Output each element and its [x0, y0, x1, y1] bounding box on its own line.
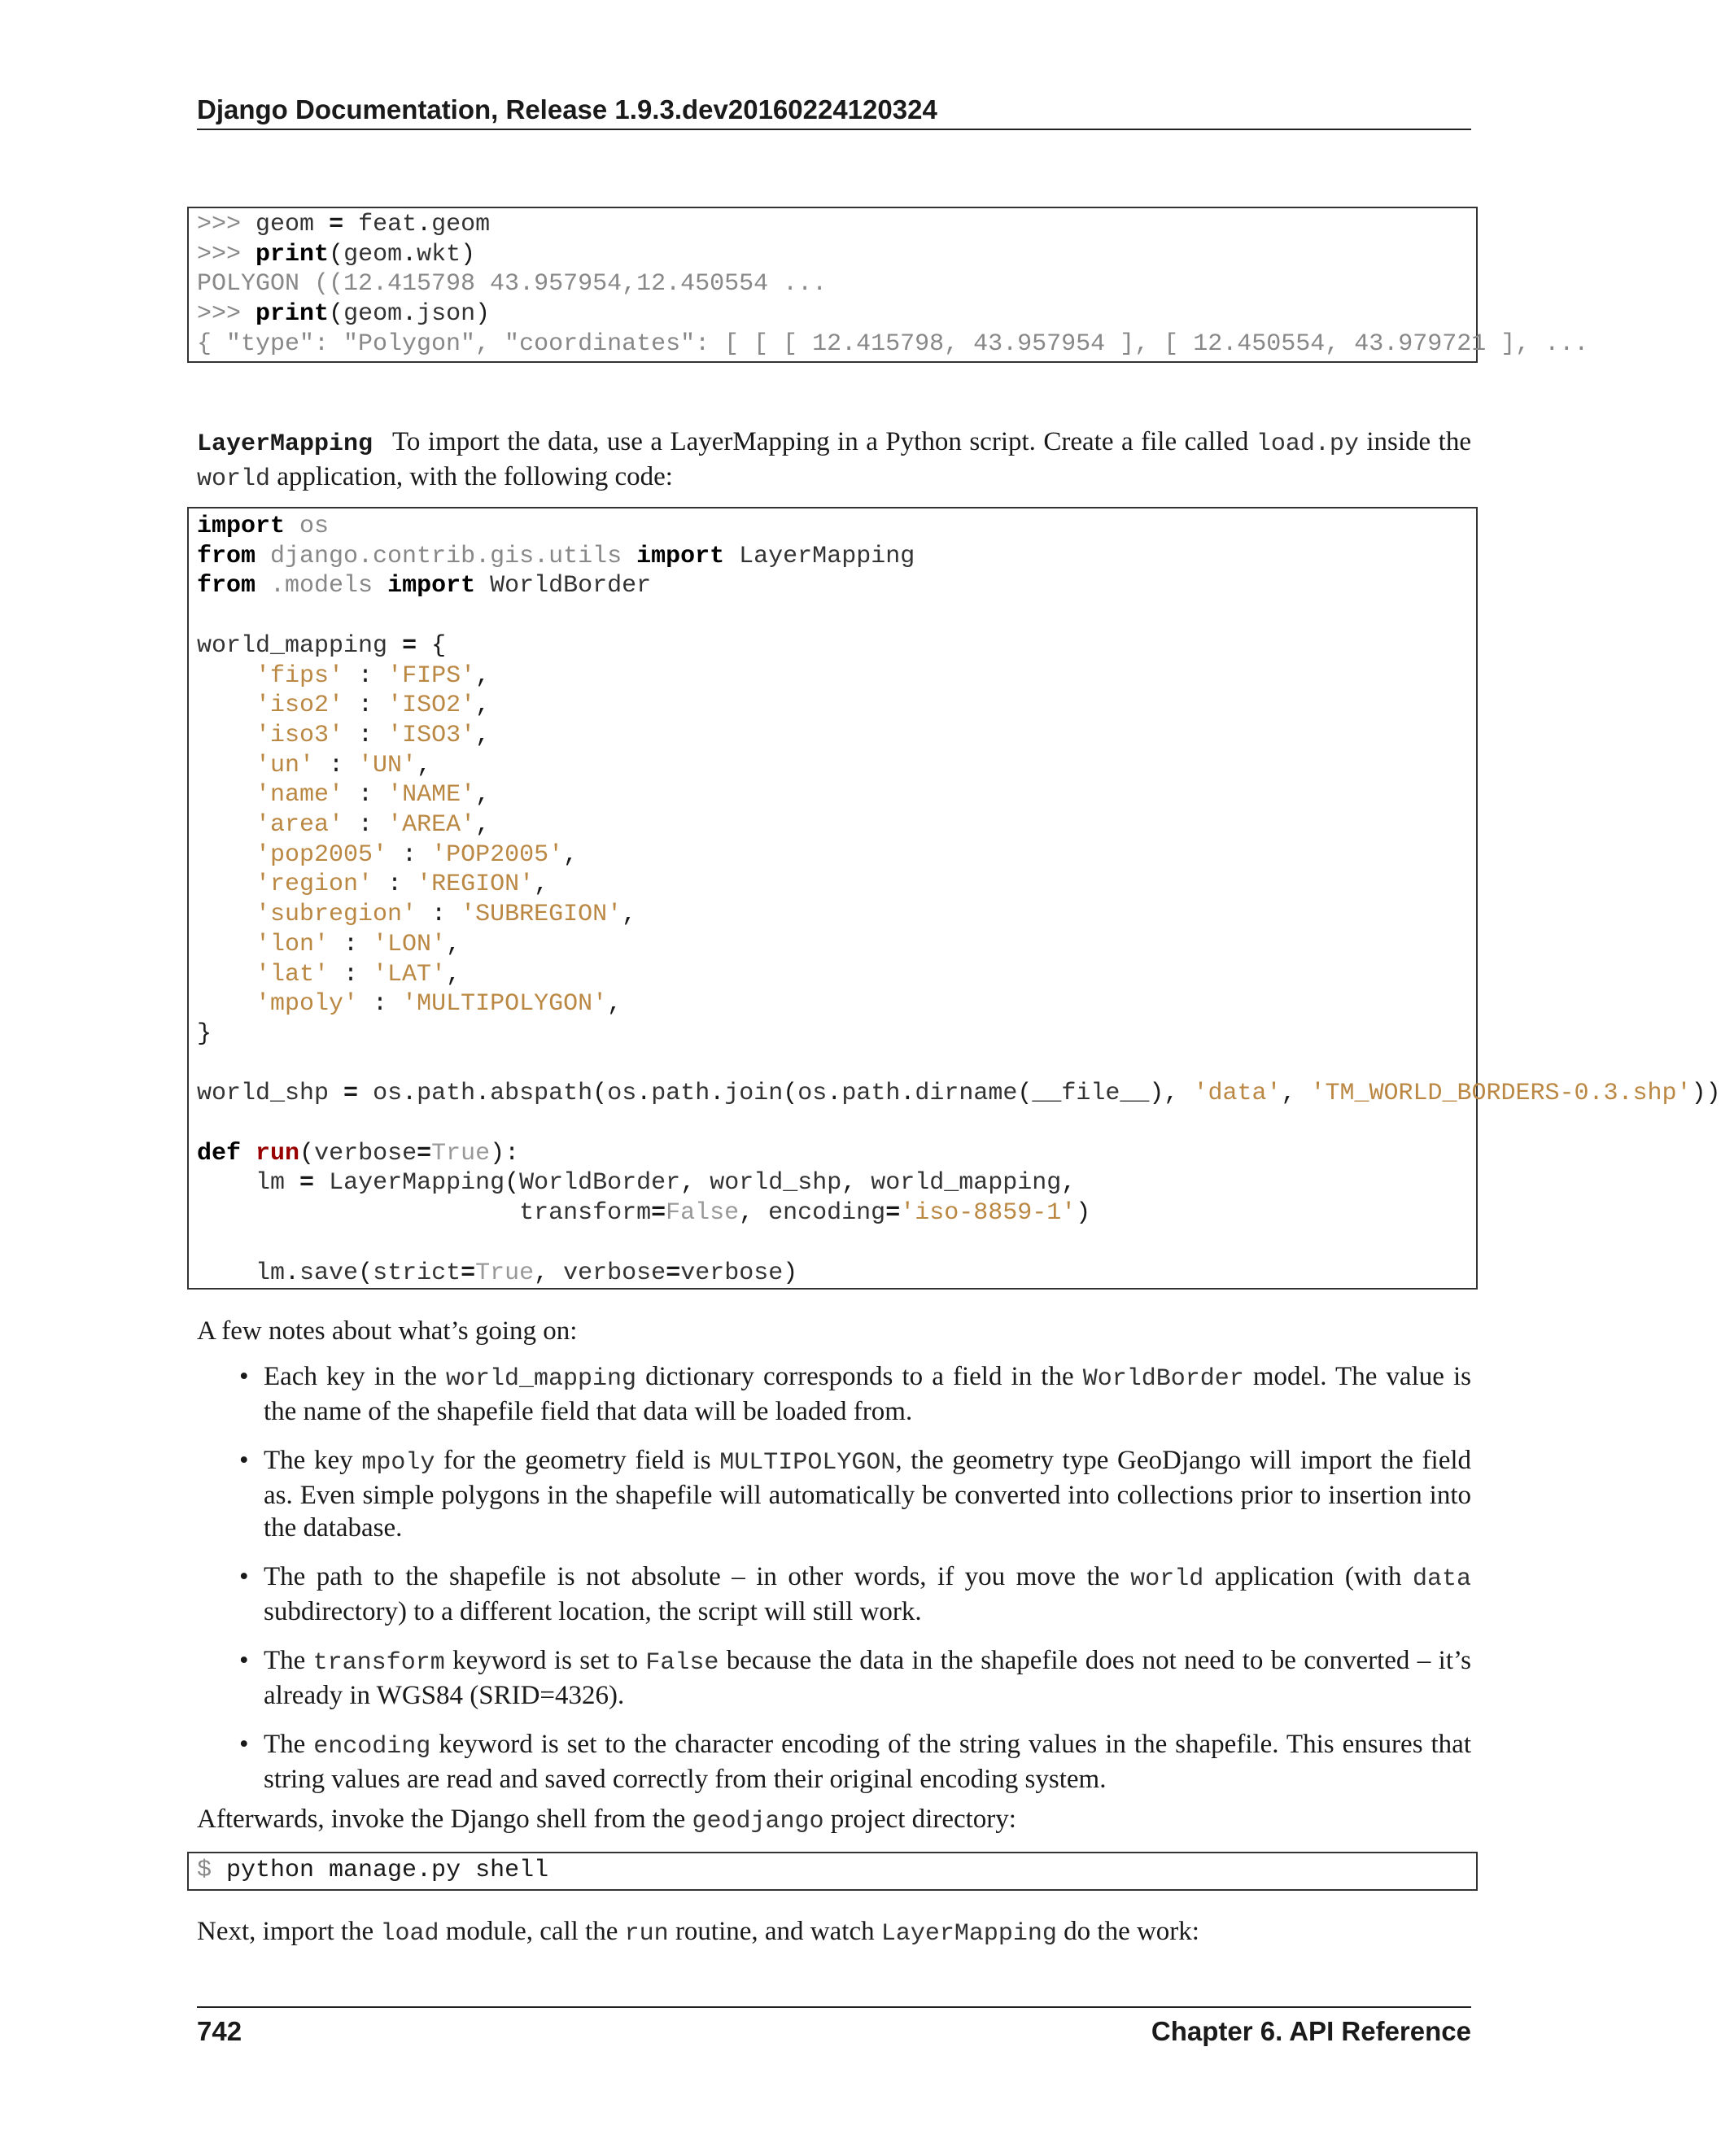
text: application (with [1203, 1562, 1413, 1591]
bullet-icon: • [239, 1446, 249, 1475]
inline-code: MULTIPOLYGON [719, 1449, 896, 1477]
code-line: $ python manage.py shell [197, 1857, 549, 1884]
list-item [197, 1560, 1471, 1628]
code-line: 'un' : 'UN', [256, 751, 432, 779]
code-line: 'iso3' : 'ISO3', [256, 721, 491, 749]
list-item [197, 1360, 1471, 1428]
inline-code: run [624, 1920, 669, 1948]
code-line: 'area' : 'AREA', [256, 811, 491, 840]
code-line: lm.save(strict=True, verbose=verbose) [256, 1259, 798, 1287]
code-line: import os [197, 513, 330, 540]
code-line: world_shp = os.path.abspath(os.path.join(os.path.dirname(__file__), 'data', 'TM_WORLD_BORDERS-0.3.shp')) [197, 1080, 1721, 1108]
text: , the geometry type GeoDjango will import the field as. Even simple polygons in the shapefile will automatically be converted into collections prior to insertion into the database. [264, 1446, 1472, 1543]
code-line: 'region' : 'REGION', [256, 871, 549, 899]
inline-code: encoding [313, 1733, 431, 1761]
text: The key [264, 1446, 362, 1475]
text: for the geometry field is [435, 1446, 720, 1475]
code-block-load-py [187, 507, 1721, 1290]
text: The [264, 1646, 313, 1675]
code-line: 'name' : 'NAME', [256, 781, 491, 810]
list-item [197, 1444, 1471, 1544]
definition-term: LayerMapping [197, 430, 373, 458]
code-block-geom [187, 207, 1589, 363]
code-line: { "type": "Polygon", "coordinates": [ [ [ 12.415798, 43.957954 ], [ 12.450554, 43.979721 ], ... [197, 330, 1589, 358]
text: application, with the following code: [270, 462, 673, 491]
inline-code: world [197, 465, 271, 493]
code-line: from django.contrib.gis.utils import LayerMapping [197, 542, 915, 570]
text: subdirectory) to a different location, the script will still work. [264, 1597, 922, 1626]
text: model. The value is the name of the shapefile field that data will be loaded from. [264, 1362, 1471, 1426]
text: dictionary corresponds to a field in the [636, 1362, 1083, 1391]
inline-code: data [1412, 1565, 1471, 1593]
code-line: POLYGON ((12.415798 43.957954,12.450554 ... [197, 270, 828, 299]
inline-code: mpoly [361, 1449, 435, 1477]
layermapping-paragraph [197, 426, 1471, 495]
inline-code: WorldBorder [1082, 1365, 1244, 1393]
code-line: 'lat' : 'LAT', [256, 960, 461, 989]
bullet-icon: • [239, 1362, 249, 1391]
text: because the data in the shapefile does not need to be converted – it’s already in WGS84 (SRID=4326). [264, 1646, 1471, 1710]
afterwards-paragraph [197, 1803, 1471, 1838]
inline-code: world_mapping [445, 1365, 636, 1393]
text: do the work: [1056, 1917, 1199, 1946]
code-line: 'fips' : 'FIPS', [256, 661, 491, 690]
code-line: 'mpoly' : 'MULTIPOLYGON', [256, 990, 622, 1019]
inline-code: load.py [1256, 430, 1359, 458]
text: inside the [1358, 427, 1471, 456]
bullet-icon: • [239, 1562, 249, 1591]
text: Each key in the [264, 1362, 446, 1391]
page-header [197, 91, 1471, 130]
inline-code: LayerMapping [880, 1920, 1057, 1948]
code-line: >>> geom = feat.geom [197, 211, 491, 238]
code-line: def run(verbose=True): [197, 1139, 520, 1167]
code-line: world_mapping = { [197, 631, 447, 660]
header-title: Django Documentation, Release 1.9.3.dev20160224120324 [197, 94, 937, 124]
bullet-icon: • [239, 1646, 249, 1675]
text: keyword is set to the character encoding of the string values in the shapefile. This ensures that string values are read and saved correctly from their original encoding system. [264, 1730, 1471, 1794]
list-item [197, 1644, 1471, 1712]
text: To import the data, use a LayerMapping in a Python script. Create a file called [392, 427, 1256, 456]
code-line: 'lon' : 'LON', [256, 930, 461, 958]
inline-code: transform [312, 1649, 445, 1677]
list-item [197, 1728, 1471, 1796]
code-line: 'pop2005' : 'POP2005', [256, 840, 579, 869]
code-line: } [197, 1019, 212, 1048]
code-line: transform=False, encoding='iso-8859-1') [519, 1199, 1091, 1228]
code-line: lm = LayerMapping(WorldBorder, world_shp, world_mapping, [256, 1169, 1077, 1198]
code-block-shell [187, 1852, 1478, 1891]
code-line: 'iso2' : 'ISO2', [256, 692, 491, 720]
text: module, call the [439, 1917, 625, 1946]
page-footer [197, 2006, 1471, 2046]
text: The path to the shapefile is not absolute – in other words, if you move the [264, 1562, 1131, 1591]
page-number: 742 [197, 2016, 242, 2046]
text: The [264, 1730, 314, 1759]
text: keyword is set to [444, 1646, 646, 1675]
code-line: 'subregion' : 'SUBREGION', [256, 901, 637, 929]
chapter-title: Chapter 6. API Reference [1151, 2016, 1471, 2046]
inline-code: geodjango [692, 1808, 824, 1835]
code-line: >>> print(geom.wkt) [197, 240, 476, 268]
inline-code: False [645, 1649, 719, 1677]
inline-code: load [380, 1920, 439, 1948]
text: routine, and watch [668, 1917, 881, 1946]
text: Afterwards, invoke the Django shell from the [197, 1805, 692, 1834]
code-line: from .models import WorldBorder [197, 572, 652, 600]
bullet-icon: • [239, 1730, 249, 1759]
inline-code: world [1130, 1565, 1204, 1593]
notes-intro: A few notes about what’s going on: [197, 1316, 578, 1346]
text: project directory: [823, 1805, 1016, 1834]
text: Next, import the [197, 1917, 381, 1946]
next-paragraph [197, 1915, 1471, 1950]
code-line: >>> print(geom.json) [197, 300, 491, 329]
notes-list [197, 1360, 1471, 1812]
